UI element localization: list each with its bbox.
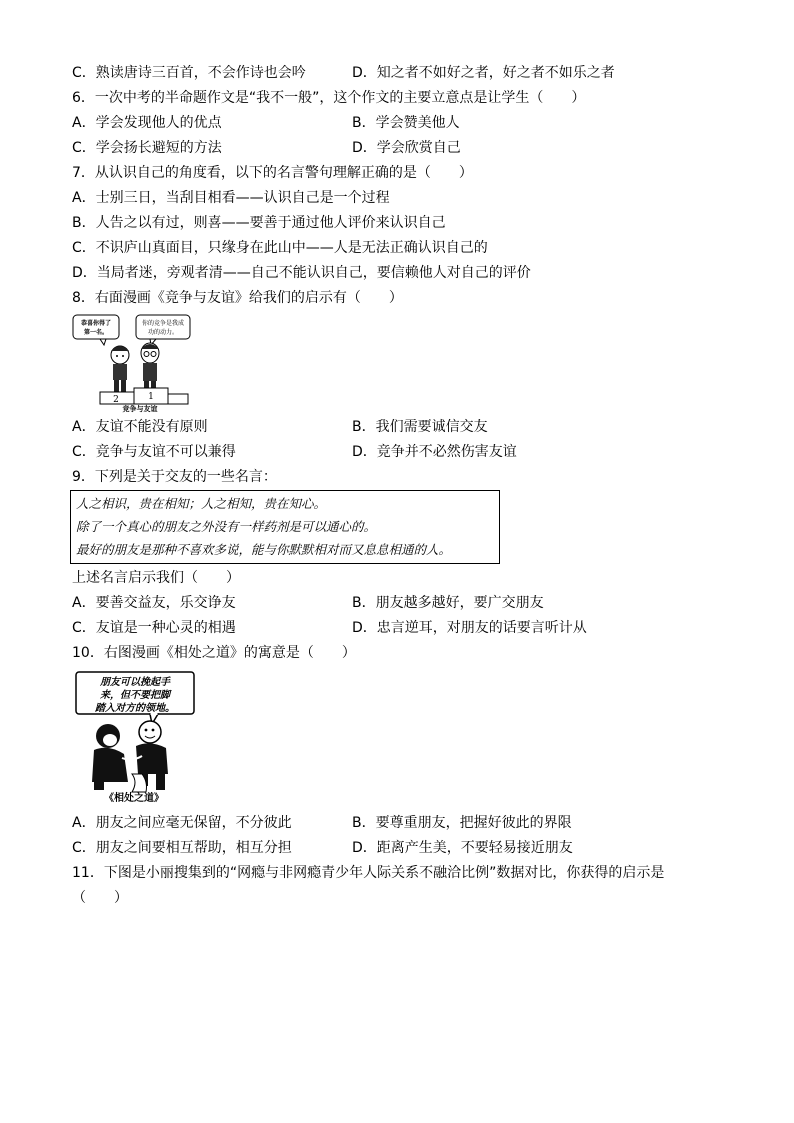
q9-stem: 9．下列是关于交友的一些名言： [72, 469, 277, 485]
q11-answer-paren: （ ） [72, 890, 128, 906]
q10-option-d: D．距离产生美，不要轻易接近朋友 [352, 840, 573, 856]
q11-stem: 11．下图是小丽搜集到的“网瘾与非网瘾青少年人际关系不融洽比例”数据对比，你获得的启示是 [72, 865, 665, 881]
q9-option-d: D．忠言逆耳，对朋友的话要言听计从 [352, 620, 587, 636]
q7-option-d: D．当局者迷，旁观者清——自己不能认识自己，要信赖他人对自己的评价 [72, 265, 531, 281]
q10-option-a: A．朋友之间应毫无保留，不分彼此 [72, 815, 292, 831]
bubble-line-1: 朋友可以挽起手 [100, 677, 170, 688]
podium-2-label: 2 [113, 395, 119, 405]
q6-option-a: A．学会发现他人的优点 [72, 115, 222, 131]
q9-option-c: C．友谊是一种心灵的相遇 [72, 620, 236, 636]
q5-option-c: C．熟读唐诗三百首，不会作诗也会吟 [72, 65, 306, 81]
q6-option-b: B．学会赞美他人 [352, 115, 460, 131]
q9-option-a: A．要善交益友，乐交诤友 [72, 595, 236, 611]
quote-line-3: 最好的朋友是那种不喜欢多说，能与你默默相对而又息息相通的人。 [76, 542, 452, 557]
q9-option-b: B．朋友越多越好，要广交朋友 [352, 595, 544, 611]
q7-option-b: B．人告之以有过，则喜——要善于通过他人评价来认识自己 [72, 215, 446, 231]
q9-prompt: 上述名言启示我们（ ） [72, 570, 240, 586]
bubble-line-2: 来，但不要把脚 [100, 690, 170, 701]
competition-cartoon-illustration [72, 313, 192, 413]
podium-1-label: 1 [148, 392, 154, 402]
q7-option-c: C．不识庐山真面目，只缘身在此山中——人是无法正确认识自己的 [72, 240, 488, 256]
q10-option-b: B．要尊重朋友，把握好彼此的界限 [352, 815, 572, 831]
q8-stem: 8．右面漫画《竞争与友谊》给我们的启示有（ ） [72, 290, 403, 306]
getting-along-caption: 《相处之道》 [104, 793, 164, 804]
q7-option-a: A．士别三日，当刮目相看——认识自己是一个过程 [72, 190, 390, 206]
q6-option-d: D．学会欣赏自己 [352, 140, 461, 156]
cartoon-caption: 竞争与友谊 [122, 405, 158, 413]
q8-option-a: A．友谊不能没有原则 [72, 419, 208, 435]
quote-line-2: 除了一个真心的朋友之外没有一样药剂是可以通心的。 [76, 519, 377, 534]
q8-option-c: C．竞争与友谊不可以兼得 [72, 444, 236, 460]
q8-option-d: D．竞争并不必然伤害友谊 [352, 444, 517, 460]
quotes-box [70, 490, 500, 564]
bubble-right-line2: 功的动力。 [147, 329, 179, 336]
getting-along-cartoon [72, 670, 197, 805]
getting-along-cartoon-illustration [72, 670, 197, 805]
competition-friendship-cartoon [72, 313, 192, 413]
q8-option-b: B．我们需要诚信交友 [352, 419, 488, 435]
quote-line-1: 人之相识，贵在相知；人之相知，贵在知心。 [76, 496, 327, 511]
q10-option-c: C．朋友之间要相互帮助，相互分担 [72, 840, 292, 856]
q10-stem: 10．右图漫画《相处之道》的寓意是（ ） [72, 645, 356, 661]
q7-stem: 7．从认识自己的角度看，以下的名言警句理解正确的是（ ） [72, 165, 473, 181]
q6-stem: 6．一次中考的半命题作文是“我不一般”，这个作文的主要立意点是让学生（ ） [72, 90, 586, 106]
bubble-left-line1: 恭喜你得了 [80, 320, 112, 327]
bubble-left-line2: 第一名。 [83, 329, 109, 336]
q5-option-d: D．知之者不如好之者，好之者不如乐之者 [352, 65, 615, 81]
bubble-right-line1: 你的竞争是我成 [141, 320, 185, 327]
q6-option-c: C．学会扬长避短的方法 [72, 140, 222, 156]
bubble-line-3: 踏入对方的领地。 [95, 703, 175, 714]
